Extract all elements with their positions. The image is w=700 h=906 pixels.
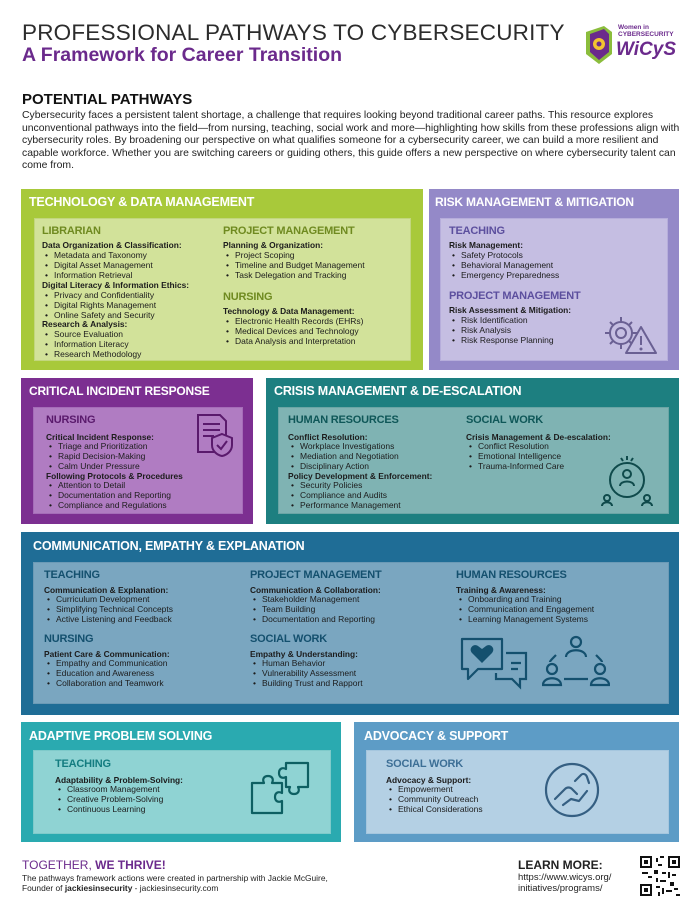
credit-website: - jackiesinsecurity.com — [132, 883, 219, 893]
panel-header: CRISIS MANAGEMENT & DE-ESCALATION — [274, 384, 522, 398]
panel-inner — [278, 407, 669, 514]
pathways-heading: POTENTIAL PATHWAYS — [22, 91, 193, 108]
list-item: • Privacy and Confidentiality — [43, 290, 156, 300]
role-title-nursing: NURSING — [46, 414, 96, 426]
footer-credit — [22, 873, 352, 893]
skill-group-label: Digital Literacy & Information Ethics: — [42, 280, 190, 290]
team-alert-icon — [599, 454, 655, 508]
list-item: • Trauma-Informed Care — [467, 461, 564, 471]
qr-code[interactable] — [640, 856, 680, 896]
skill-list — [47, 480, 171, 510]
list-item: • Information Literacy — [43, 339, 141, 349]
skill-group-label: Training & Awareness: — [456, 585, 546, 595]
panel-header: COMMUNICATION, EMPATHY & EXPLANATION — [33, 539, 305, 553]
list-item: • Creative Problem-Solving — [56, 794, 163, 804]
skill-group-label: Patient Care & Communication: — [44, 649, 170, 659]
list-item: • Data Analysis and Interpretation — [224, 336, 363, 346]
footer-tagline — [22, 858, 166, 872]
panel-technology-data — [21, 189, 423, 370]
skill-list — [43, 290, 156, 320]
page-subtitle: A Framework for Career Transition — [22, 44, 343, 66]
skill-group-label: Critical Incident Response: — [46, 432, 154, 442]
panel-header: ADAPTIVE PROBLEM SOLVING — [29, 729, 213, 743]
list-item: • Ethical Considerations — [387, 804, 483, 814]
role-title-project-management: PROJECT MANAGEMENT — [449, 290, 581, 302]
list-item: • Source Evaluation — [43, 329, 141, 339]
role-title-human-resources: HUMAN RESOURCES — [456, 569, 567, 581]
skill-group-label: Communication & Explanation: — [44, 585, 169, 595]
skill-group-label: Following Protocols & Procedures — [46, 471, 183, 481]
role-title-nursing: NURSING — [44, 633, 94, 645]
skill-group-label: Technology & Data Management: — [223, 306, 355, 316]
list-item: • Metadata and Taxonomy — [43, 250, 153, 260]
list-item: • Empathy and Communication — [45, 658, 168, 668]
list-item: • Human Behavior — [251, 658, 363, 668]
panel-critical-incident — [21, 378, 253, 524]
list-item: • Task Delegation and Tracking — [224, 270, 365, 280]
skill-list — [224, 316, 363, 346]
list-item: • Documentation and Reporting — [251, 614, 375, 624]
skill-group-label: Risk Management: — [449, 240, 523, 250]
list-item: • Communication and Engagement — [457, 604, 594, 614]
page-title: PROFESSIONAL PATHWAYS TO CYBERSECURITY — [22, 20, 565, 45]
footer-tagline-thrive: WE THRIVE! — [95, 858, 166, 872]
skill-list — [289, 480, 401, 510]
list-item: • Information Retrieval — [43, 270, 153, 280]
list-item: • Risk Response Planning — [450, 335, 554, 345]
skill-list — [387, 784, 483, 814]
role-title-teaching: TEACHING — [44, 569, 100, 581]
list-item: • Triage and Prioritization — [47, 441, 147, 451]
learn-more-heading: LEARN MORE: — [518, 858, 603, 872]
logo-tagline: Women in CYBERSECURITY — [618, 24, 674, 38]
role-title-social-work: SOCIAL WORK — [386, 758, 464, 770]
skill-group-label: Policy Development & Enforcement: — [288, 471, 433, 481]
role-title-teaching: TEACHING — [449, 225, 505, 237]
skill-group-label: Data Organization & Classification: — [42, 240, 182, 250]
list-item: • Vulnerability Assessment — [251, 668, 363, 678]
list-item: • Calm Under Pressure — [47, 461, 147, 471]
list-item: • Learning Management Systems — [457, 614, 594, 624]
panel-header: TECHNOLOGY & DATA MANAGEMENT — [29, 195, 255, 209]
list-item: • Safety Protocols — [450, 250, 559, 260]
list-item: • Emotional Intelligence — [467, 451, 564, 461]
list-item: • Security Policies — [289, 480, 401, 490]
list-item: • Building Trust and Rapport — [251, 678, 363, 688]
panel-inner — [33, 407, 243, 514]
skill-list — [251, 594, 375, 624]
list-item: • Electronic Health Records (EHRs) — [224, 316, 363, 326]
list-item: • Digital Asset Management — [43, 260, 153, 270]
list-item: • Timeline and Budget Management — [224, 260, 365, 270]
list-item: • Digital Rights Management — [43, 300, 156, 310]
skill-group-label: Crisis Management & De-escalation: — [466, 432, 611, 442]
skill-list — [289, 441, 399, 471]
panel-header: RISK MANAGEMENT & MITIGATION — [435, 195, 634, 209]
list-item: • Team Building — [251, 604, 375, 614]
footer-tagline-together: TOGETHER, — [22, 858, 96, 872]
list-item: • Project Scoping — [224, 250, 365, 260]
skill-list — [450, 315, 554, 345]
panel-inner — [34, 218, 411, 361]
chat-heart-icon — [456, 633, 530, 691]
list-item: • Classroom Management — [56, 784, 163, 794]
skill-list — [224, 250, 365, 280]
list-item: • Risk Identification — [450, 315, 554, 325]
skill-list — [467, 441, 564, 471]
puzzle-icon — [248, 759, 312, 821]
list-item: • Compliance and Audits — [289, 490, 401, 500]
list-item: • Simplifying Technical Concepts — [45, 604, 173, 614]
list-item: • Stakeholder Management — [251, 594, 375, 604]
wicys-logo[interactable] — [582, 22, 682, 66]
skill-list — [45, 658, 168, 688]
helping-hand-icon — [541, 759, 603, 821]
list-item: • Community Outreach — [387, 794, 483, 804]
list-item: • Active Listening and Feedback — [45, 614, 173, 624]
list-item: • Education and Awareness — [45, 668, 168, 678]
skill-list — [43, 329, 141, 359]
panel-header: CRITICAL INCIDENT RESPONSE — [29, 384, 210, 398]
panel-adaptive-problem-solving — [21, 722, 341, 842]
list-item: • Disciplinary Action — [289, 461, 399, 471]
panel-crisis-management — [266, 378, 679, 524]
skill-list — [457, 594, 594, 624]
panel-communication — [21, 532, 679, 715]
skill-group-label: Adaptability & Problem-Solving: — [55, 775, 183, 785]
skill-group-label: Conflict Resolution: — [288, 432, 368, 442]
skill-group-label: Communication & Collaboration: — [250, 585, 381, 595]
team-connection-icon — [542, 633, 610, 691]
skill-list — [43, 250, 153, 280]
list-item: • Medical Devices and Technology — [224, 326, 363, 336]
list-item: • Mediation and Negotiation — [289, 451, 399, 461]
panel-inner — [366, 750, 669, 834]
document-shield-icon — [192, 412, 236, 458]
credit-text: The pathways framework actions were created in partnership with Jackie McGuire, Founder of — [22, 873, 328, 893]
role-title-project-management: PROJECT MANAGEMENT — [250, 569, 382, 581]
role-title-project-management: PROJECT MANAGEMENT — [223, 225, 355, 237]
role-title-nursing: NURSING — [223, 291, 273, 303]
list-item: • Onboarding and Training — [457, 594, 594, 604]
role-title-social-work: SOCIAL WORK — [250, 633, 328, 645]
list-item: • Conflict Resolution — [467, 441, 564, 451]
list-item: • Research Methodology — [43, 349, 141, 359]
credit-brand: jackiesinsecurity — [64, 883, 133, 893]
skill-list — [56, 784, 163, 814]
list-item: • Behavioral Management — [450, 260, 559, 270]
skill-group-label: Advocacy & Support: — [386, 775, 472, 785]
skill-list — [251, 658, 363, 688]
list-item: • Continuous Learning — [56, 804, 163, 814]
list-item: • Compliance and Regulations — [47, 500, 171, 510]
list-item: • Rapid Decision-Making — [47, 451, 147, 461]
list-item: • Collaboration and Teamwork — [45, 678, 168, 688]
skill-list — [47, 441, 147, 471]
gear-warning-icon — [599, 309, 661, 359]
list-item: • Performance Management — [289, 500, 401, 510]
list-item: • Online Safety and Security — [43, 310, 156, 320]
panel-advocacy-support — [354, 722, 679, 842]
role-title-social-work: SOCIAL WORK — [466, 414, 544, 426]
skill-group-label: Planning & Organization: — [223, 240, 324, 250]
skill-group-label: Empathy & Understanding: — [250, 649, 358, 659]
skill-list — [45, 594, 173, 624]
panel-risk-management — [429, 189, 679, 370]
skill-group-label: Research & Analysis: — [42, 319, 128, 329]
list-item: • Risk Analysis — [450, 325, 554, 335]
learn-more-link[interactable]: https://www.wicys.org/ initiatives/programs/ — [518, 872, 612, 894]
panel-header: ADVOCACY & SUPPORT — [364, 729, 509, 743]
list-item: • Emergency Preparedness — [450, 270, 559, 280]
panel-inner — [440, 218, 668, 361]
list-item: • Empowerment — [387, 784, 483, 794]
role-title-librarian: LIBRARIAN — [42, 225, 101, 237]
intro-paragraph: Cybersecurity faces a persistent talent shortage, a challenge that requires looking beyond traditional career paths. This resource explores unconventional pathways into the field—from nursing, teaching, social work and more—highlighting how skills from these professions align with cybersecurity roles. By broadening our perspective on what qualifies someone for a cybersecurity career, we can build a more resilient and capable workforce. Whether you are switching careers or guiding others, this guide offers a new perspective on where cybersecurity talent can come from. — [22, 110, 680, 172]
panel-inner — [33, 750, 331, 834]
logo-brand: WiCyS — [616, 39, 677, 60]
skill-group-label: Risk Assessment & Mitigation: — [449, 305, 572, 315]
role-title-human-resources: HUMAN RESOURCES — [288, 414, 399, 426]
panel-inner — [33, 562, 669, 704]
list-item: • Curriculum Development — [45, 594, 173, 604]
list-item: • Attention to Detail — [47, 480, 171, 490]
skill-list — [450, 250, 559, 280]
list-item: • Documentation and Reporting — [47, 490, 171, 500]
role-title-teaching: TEACHING — [55, 758, 111, 770]
list-item: • Workplace Investigations — [289, 441, 399, 451]
